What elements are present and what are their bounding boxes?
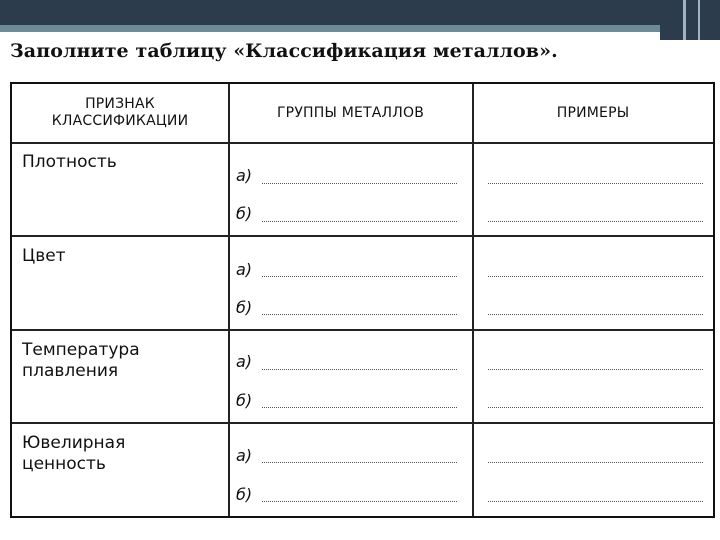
classification-table xyxy=(10,82,715,518)
fill-in-line[interactable] xyxy=(488,369,703,370)
fill-in-line[interactable] xyxy=(488,501,703,502)
fill-in-line[interactable] xyxy=(262,462,457,463)
marker-b: б) xyxy=(236,485,253,504)
column-divider xyxy=(472,84,474,516)
marker-b: б) xyxy=(236,204,253,223)
row-divider xyxy=(12,329,713,331)
header-examples: ПРИМЕРЫ xyxy=(556,104,630,121)
slide-accent-bar xyxy=(0,25,720,32)
column-divider xyxy=(228,84,230,516)
fill-in-line[interactable] xyxy=(488,183,703,184)
marker-a: а) xyxy=(236,446,253,465)
fill-in-line[interactable] xyxy=(488,314,703,315)
header-metal-groups: ГРУППЫ МЕТАЛЛОВ xyxy=(276,104,425,121)
slide-corner-line xyxy=(683,0,686,40)
marker-b: б) xyxy=(236,391,253,410)
fill-in-line[interactable] xyxy=(262,221,457,222)
slide-corner-line xyxy=(698,0,700,40)
slide-corner-decoration xyxy=(660,0,720,40)
fill-in-line[interactable] xyxy=(262,369,457,370)
slide-top-bar xyxy=(0,0,720,25)
marker-a: а) xyxy=(236,260,253,279)
marker-a: а) xyxy=(236,352,253,371)
row-divider xyxy=(12,235,713,237)
fill-in-line[interactable] xyxy=(488,276,703,277)
fill-in-line[interactable] xyxy=(262,183,457,184)
fill-in-line[interactable] xyxy=(488,407,703,408)
marker-b: б) xyxy=(236,298,253,317)
header-line: ПРИЗНАК xyxy=(85,96,155,112)
fill-in-line[interactable] xyxy=(488,462,703,463)
row-divider xyxy=(12,422,713,424)
fill-in-line[interactable] xyxy=(262,314,457,315)
task-title: Заполните таблицу «Классификация металлов». xyxy=(10,40,558,62)
row-label-jewelry-value: Ювелирная ценность xyxy=(22,433,126,474)
fill-in-line[interactable] xyxy=(262,276,457,277)
fill-in-line[interactable] xyxy=(488,221,703,222)
header-line: КЛАССИФИКАЦИИ xyxy=(51,113,189,129)
fill-in-line[interactable] xyxy=(262,407,457,408)
row-label-melting-temperature: Температура плавления xyxy=(22,340,140,381)
marker-a: а) xyxy=(236,166,253,185)
row-label-density: Плотность xyxy=(22,152,117,172)
fill-in-line[interactable] xyxy=(262,501,457,502)
header-divider xyxy=(12,142,713,144)
row-label-color: Цвет xyxy=(22,246,66,266)
header-classification-feature xyxy=(12,84,228,142)
